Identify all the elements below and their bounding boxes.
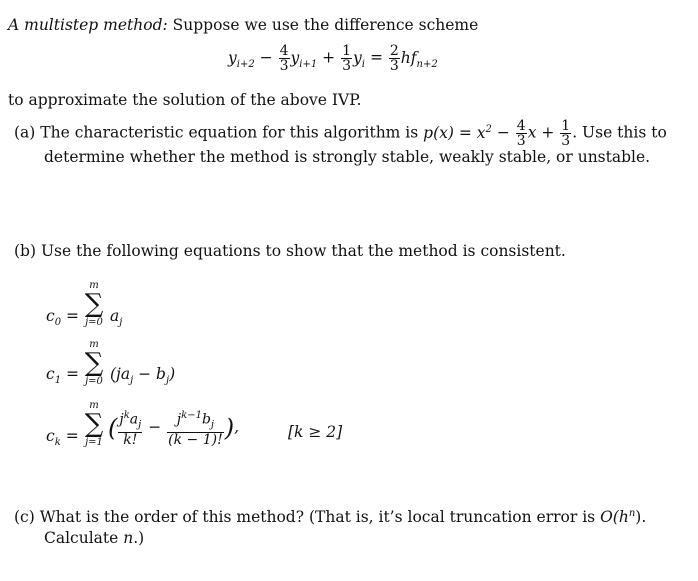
scheme-y-i1: $y_{i+1}$ [290, 48, 318, 70]
ck-lhs: $c_k$ = [46, 427, 79, 449]
c0-sum-upper: m [89, 280, 99, 291]
scheme-frac-4-3: $\frac{4}{3}$ [279, 43, 289, 74]
part-c-line1: (c) What is the order of this method? (That is, it’s local truncation error is $O(h^n)$. [14, 508, 647, 527]
ck-term: ( $\frac{j^ka_j}{k!}$ − $\frac{j^{k-1}b_j}{(k - 1)!}$ ), [108, 410, 240, 449]
sigma-icon: ∑ [84, 409, 104, 439]
ck-sum [80, 400, 108, 448]
part-a-minus: − [496, 123, 510, 142]
intro-line [8, 16, 478, 34]
part-a-text1: The characteristic equation for this algorithm is [40, 123, 419, 142]
part-a-poly-x: x + [527, 123, 555, 142]
c0-sum-lower: j=0 [85, 317, 103, 328]
part-c-text1: What is the order of this method? (That is, it’s local truncation error is [39, 508, 596, 527]
c0-sum [80, 280, 108, 328]
part-a-poly: $p(x) = x^2$ [423, 123, 492, 142]
scheme-hf: $hf_{n+2}$ [400, 48, 438, 70]
scheme-minus: − [259, 48, 273, 67]
scheme-y-i2: $y_{i+2}$ [228, 48, 255, 70]
c1-sum-upper: m [89, 339, 99, 350]
part-a-line2: determine whether the method is strongly stable, weakly stable, or unstable. [44, 148, 651, 166]
scheme-y-i: $y_i$ [353, 48, 365, 70]
ck-sum-lower: j=1 [85, 437, 103, 448]
intro-title: A multistep method: [8, 16, 168, 34]
part-c-label: (c) [14, 508, 35, 527]
part-c-line2: Calculate n.) [44, 529, 145, 547]
c0-lhs: $c_0$ = [46, 307, 79, 329]
ck-frac2: $\frac{j^{k-1}b_j}{(k - 1)!}$ [168, 410, 223, 449]
intro-text: Suppose we use the difference scheme [172, 16, 479, 34]
part-a-text2: . Use this to [572, 123, 667, 142]
right-paren: ) [224, 414, 235, 443]
difference-scheme-equation [228, 44, 438, 73]
part-a-frac-4-3: $\frac{4}{3}$ [516, 118, 526, 149]
scheme-frac-1-3: $\frac{1}{3}$ [342, 43, 352, 74]
ck-sum-upper: m [89, 400, 99, 411]
part-b-label: (b) [14, 242, 37, 260]
c1-term: $(ja_j - b_j)$ [110, 365, 176, 387]
part-b-line [14, 242, 566, 260]
sigma-icon: ∑ [84, 348, 104, 378]
scheme-plus: + [322, 48, 336, 67]
c0-term: $a_j$ [110, 307, 123, 329]
sigma-icon: ∑ [84, 289, 104, 319]
approx-text: to approximate the solution of the above IVP. [8, 91, 362, 109]
part-a-frac-1-3: $\frac{1}{3}$ [561, 118, 571, 149]
left-paren: ( [108, 414, 118, 443]
part-a-label: (a) [14, 123, 36, 142]
ck-frac1: $\frac{j^ka_j}{k!}$ [119, 410, 142, 449]
scheme-frac-2-3: $\frac{2}{3}$ [389, 43, 399, 74]
part-b-text: Use the following equations to show that the method is consistent. [40, 242, 566, 260]
ck-condition: [k ≥ 2] [288, 423, 343, 441]
c1-sum [80, 339, 108, 387]
scheme-equals: = [369, 48, 383, 67]
c1-lhs: $c_1$ = [46, 365, 79, 387]
ck-minus: − [148, 418, 162, 437]
part-c-big-o: $O(h^n$ [600, 508, 636, 527]
c1-sum-lower: j=0 [85, 376, 103, 387]
part-a-line1 [14, 119, 667, 148]
